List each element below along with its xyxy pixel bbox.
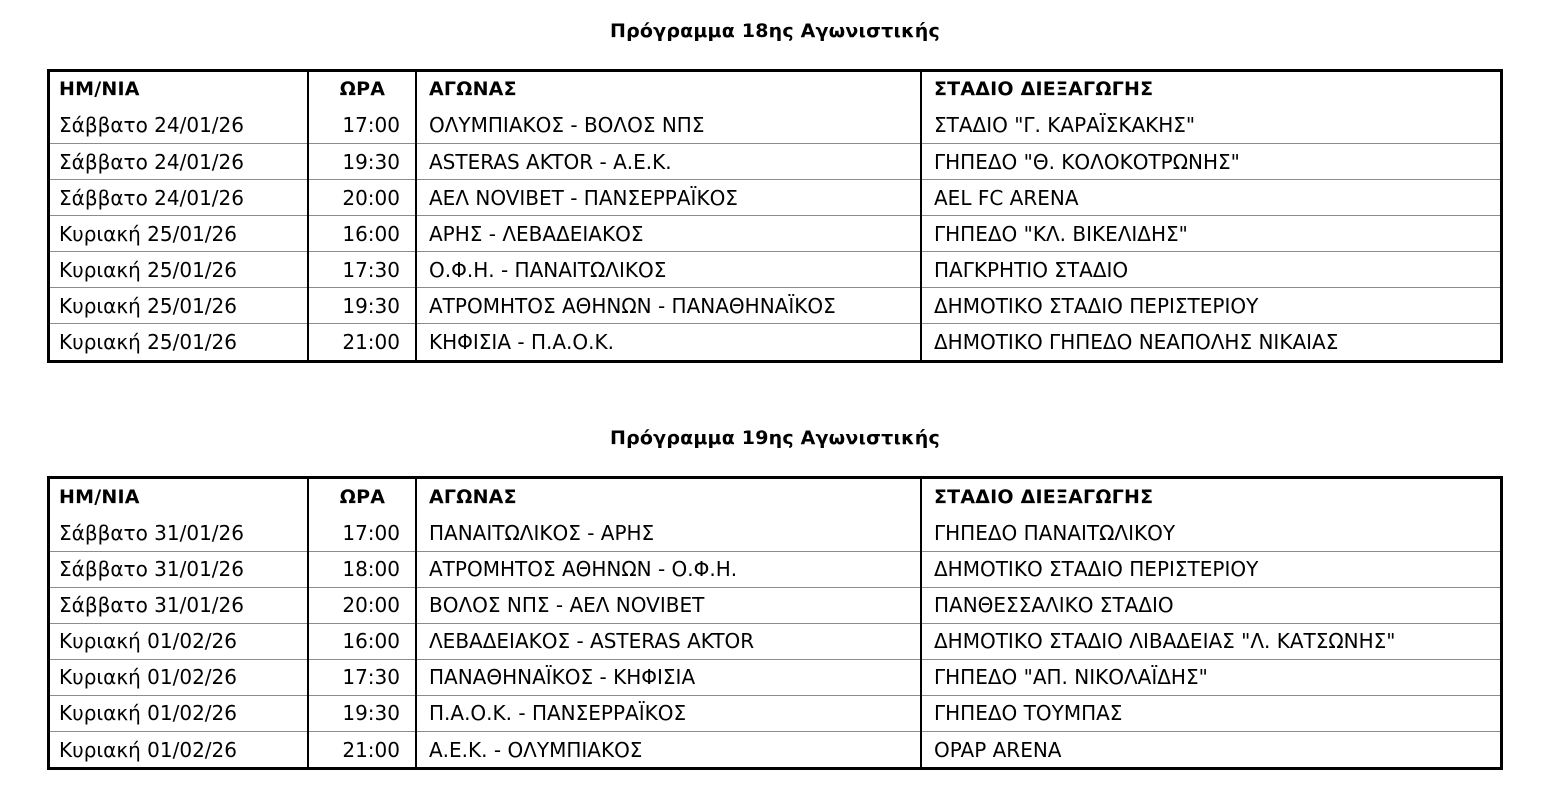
page-title-matchday-18: Πρόγραμμα 18ης Αγωνιστικής [610, 19, 940, 42]
column-header-venue: ΣΤΑΔΙΟ ΔΙΕΞΑΓΩΓΗΣ [921, 479, 1500, 515]
cell-venue: ΔΗΜΟΤΙΚΟ ΓΗΠΕΔΟ ΝΕΑΠΟΛΗΣ ΝΙΚΑΙΑΣ [921, 324, 1500, 360]
cell-venue: ΔΗΜΟΤΙΚΟ ΣΤΑΔΙΟ ΠΕΡΙΣΤΕΡΙΟΥ [921, 551, 1500, 587]
cell-venue: ΓΗΠΕΔΟ ΤΟΥΜΠΑΣ [921, 695, 1500, 731]
cell-time: 17:00 [308, 515, 416, 551]
cell-match: Π.Α.Ο.Κ. - ΠΑΝΣΕΡΡΑΪΚΟΣ [416, 695, 921, 731]
cell-venue: ΠΑΓΚΡΗΤΙΟ ΣΤΑΔΙΟ [921, 252, 1500, 288]
cell-match: ΚΗΦΙΣΙΑ - Π.Α.Ο.Κ. [416, 324, 921, 360]
cell-match: ΠΑΝΑΘΗΝΑΪΚΟΣ - ΚΗΦΙΣΙΑ [416, 659, 921, 695]
column-header-date: ΗΜ/ΝΙΑ [59, 485, 140, 508]
cell-time: 21:00 [308, 324, 416, 360]
cell-date: Σάββατο 24/01/26 [50, 144, 308, 180]
cell-date: Κυριακή 01/02/26 [59, 737, 237, 762]
cell-date: Κυριακή 25/01/26 [50, 288, 308, 324]
cell-date: Σάββατο 24/01/26 [50, 108, 308, 144]
table-header-18 [50, 72, 1500, 108]
cell-time: 17:30 [308, 252, 416, 288]
schedule-table-18-wrapper [47, 69, 1503, 363]
cell-match: ΑΡΗΣ - ΛΕΒΑΔΕΙΑΚΟΣ [416, 216, 921, 252]
table-row [50, 324, 1500, 360]
table-header-19 [50, 479, 1500, 515]
cell-date: Κυριακή 01/02/26 [50, 623, 308, 659]
table-row [50, 515, 1500, 551]
cell-time: 16:00 [308, 623, 416, 659]
table-body-18 [50, 108, 1500, 360]
table-row [50, 108, 1500, 144]
column-header-match: ΑΓΩΝΑΣ [416, 479, 921, 515]
schedule-table-19-wrapper [47, 476, 1503, 770]
cell-date: Κυριακή 01/02/26 [50, 695, 308, 731]
schedule-page [0, 13, 1550, 794]
cell-date: Κυριακή 25/01/26 [50, 252, 308, 288]
table-row [50, 731, 1500, 767]
cell-time: 17:30 [308, 659, 416, 695]
column-header-venue: ΣΤΑΔΙΟ ΔΙΕΞΑΓΩΓΗΣ [921, 72, 1500, 108]
cell-match: ΟΛΥΜΠΙΑΚΟΣ - ΒΟΛΟΣ ΝΠΣ [416, 108, 921, 144]
cell-time: 21:00 [308, 731, 416, 767]
table-header-row [50, 479, 1500, 515]
cell-match: ASTERAS AKTOR - Α.Ε.Κ. [416, 144, 921, 180]
table-row [50, 623, 1500, 659]
cell-date: Σάββατο 31/01/26 [50, 587, 308, 623]
cell-match: ΛΕΒΑΔΕΙΑΚΟΣ - ASTERAS AKTOR [416, 623, 921, 659]
table-row [50, 551, 1500, 587]
cell-date: Σάββατο 31/01/26 [50, 515, 308, 551]
schedule-table-18 [50, 72, 1500, 360]
cell-date: Σάββατο 31/01/26 [50, 551, 308, 587]
cell-match: ΑΤΡΟΜΗΤΟΣ ΑΘΗΝΩΝ - Ο.Φ.Η. [416, 551, 921, 587]
cell-venue: ΣΤΑΔΙΟ "Γ. ΚΑΡΑΪΣΚΑΚΗΣ" [921, 108, 1500, 144]
table-row [50, 659, 1500, 695]
cell-match: ΠΑΝΑΙΤΩΛΙΚΟΣ - ΑΡΗΣ [416, 515, 921, 551]
column-header-time: ΩΡΑ [308, 479, 416, 515]
table-row [50, 216, 1500, 252]
table-row [50, 144, 1500, 180]
cell-date: Κυριακή 25/01/26 [59, 329, 237, 354]
cell-venue: ΓΗΠΕΔΟ "ΚΛ. ΒΙΚΕΛΙΔΗΣ" [921, 216, 1500, 252]
cell-venue: ΓΗΠΕΔΟ "Θ. ΚΟΛΟΚΟΤΡΩΝΗΣ" [921, 144, 1500, 180]
cell-match: Ο.Φ.Η. - ΠΑΝΑΙΤΩΛΙΚΟΣ [416, 252, 921, 288]
cell-venue: ΠΑΝΘΕΣΣΑΛΙΚΟ ΣΤΑΔΙΟ [921, 587, 1500, 623]
matchday-section-18 [0, 13, 1550, 363]
table-body-19 [50, 515, 1500, 767]
schedule-table-19 [50, 479, 1500, 767]
page-title-matchday-19: Πρόγραμμα 19ης Αγωνιστικής [610, 427, 940, 450]
cell-date: Κυριακή 25/01/26 [50, 216, 308, 252]
cell-venue: ΔΗΜΟΤΙΚΟ ΣΤΑΔΙΟ ΠΕΡΙΣΤΕΡΙΟΥ [921, 288, 1500, 324]
matchday-section-19 [0, 375, 1550, 770]
cell-match: ΑΤΡΟΜΗΤΟΣ ΑΘΗΝΩΝ - ΠΑΝΑΘΗΝΑΪΚΟΣ [416, 288, 921, 324]
cell-venue: AEL FC ARENA [921, 180, 1500, 216]
column-header-time: ΩΡΑ [308, 72, 416, 108]
column-header-date: ΗΜ/ΝΙΑ [59, 78, 140, 101]
table-row [50, 288, 1500, 324]
cell-time: 19:30 [308, 695, 416, 731]
cell-match: ΑΕΛ NOVIBET - ΠΑΝΣΕΡΡΑΪΚΟΣ [416, 180, 921, 216]
cell-venue: ΓΗΠΕΔΟ "ΑΠ. ΝΙΚΟΛΑΪΔΗΣ" [921, 659, 1500, 695]
cell-match: ΒΟΛΟΣ ΝΠΣ - ΑΕΛ NOVIBET [416, 587, 921, 623]
cell-match: Α.Ε.Κ. - ΟΛΥΜΠΙΑΚΟΣ [416, 731, 921, 767]
cell-time: 18:00 [308, 551, 416, 587]
cell-venue: ΓΗΠΕΔΟ ΠΑΝΑΙΤΩΛΙΚΟΥ [921, 515, 1500, 551]
table-row [50, 587, 1500, 623]
table-header-row [50, 72, 1500, 108]
table-row [50, 180, 1500, 216]
table-row [50, 252, 1500, 288]
cell-venue: ΔΗΜΟΤΙΚΟ ΣΤΑΔΙΟ ΛΙΒΑΔΕΙΑΣ "Λ. ΚΑΤΣΩΝΗΣ" [921, 623, 1500, 659]
cell-time: 16:00 [308, 216, 416, 252]
column-header-match: ΑΓΩΝΑΣ [416, 72, 921, 108]
cell-time: 19:30 [308, 288, 416, 324]
cell-time: 19:30 [308, 144, 416, 180]
cell-venue: OPAP ARENA [921, 731, 1500, 767]
cell-time: 17:00 [308, 108, 416, 144]
cell-date: Σάββατο 24/01/26 [50, 180, 308, 216]
cell-time: 20:00 [308, 180, 416, 216]
cell-time: 20:00 [308, 587, 416, 623]
table-row [50, 695, 1500, 731]
cell-date: Κυριακή 01/02/26 [50, 659, 308, 695]
